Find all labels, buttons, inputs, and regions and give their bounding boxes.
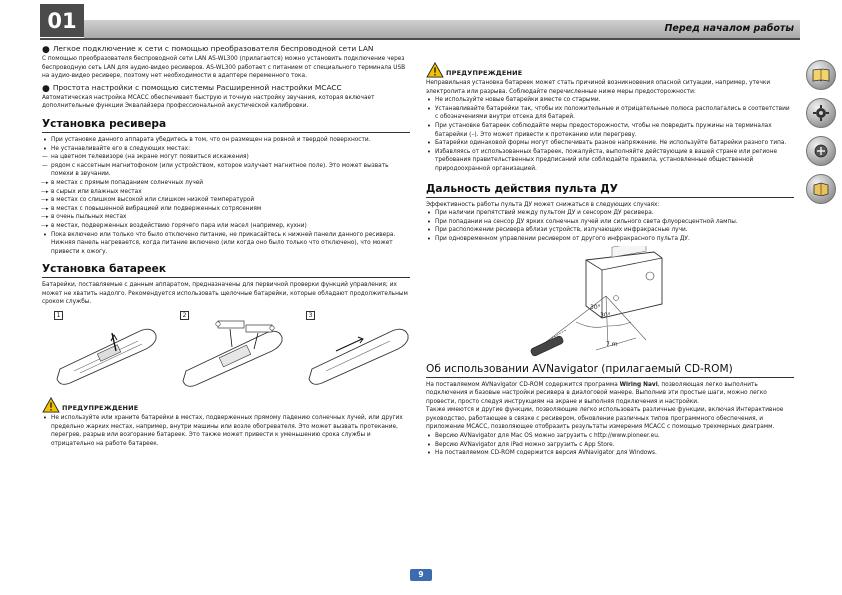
figure-number: 1 xyxy=(54,311,63,320)
lan-feature-title: ● Легкое подключение к сети с помощью преобразователя беспроводной сети LAN xyxy=(42,44,374,55)
mcacc-feature-title: ● Простота настройки с помощью системы Расширенной настройки MCACC xyxy=(42,82,342,94)
figure-number: 3 xyxy=(306,311,315,320)
battery-figure-3 xyxy=(306,311,412,387)
right-warning-list xyxy=(426,96,794,173)
list-item: • Не используйте или храните батарейки в местах, подверженных прямому падению солнечных лучей, или других предельно жарких местах, например, внутри машины или возле обогревателя. Это может вызвать протекание, перегрев, разрыв или возгорание батареек. Это также может привести к уменьшению срока службы и отрицательно на работе батареек. xyxy=(42,414,410,448)
list-item: • При установке батареек соблюдайте меры предосторожности, чтобы не повредить пружины на терминалах батарейки (–). Это может привести к протеканию или перегреву. xyxy=(426,122,794,139)
list-item: • При одновременном управлении ресивером от другого инфракрасного пульта ДУ. xyxy=(426,235,794,244)
list-item: —▸ в сырых или влажных местах xyxy=(42,188,410,197)
battery-figure-1 xyxy=(54,311,160,387)
settings-icon[interactable] xyxy=(806,136,836,166)
right-column xyxy=(426,62,794,458)
install-warning-title xyxy=(426,62,794,78)
header-band xyxy=(84,20,800,38)
warning-label: ПРЕДУПРЕЖДЕНИЕ xyxy=(446,69,523,78)
avnavigator-heading: Об использовании AVNavigator (прилагаемый CD-ROM) xyxy=(426,362,794,378)
range-heading: Дальность действия пульта ДУ xyxy=(426,182,794,198)
list-item: — на цветном телевизоре (на экране могут появиться искажения) xyxy=(42,153,410,162)
batteries-text: Батарейки, поставляемые с данным аппаратом, предназначены для первичной проверки функций управления; их может не хватить надолго. Рекомендуется использовать щелочные батарейки, которые обладают продолжительным сроком службы. xyxy=(42,282,408,306)
chapter-number: 01 xyxy=(40,4,84,37)
list-item: • Батарейки одинаковой формы могут обеспечивать разное напряжение. Не используйте батарейки разного типа. xyxy=(426,139,794,148)
list-item: —▸ в очень пыльных местах xyxy=(42,213,410,222)
list-item: • Версию AVNavigator для iPad можно загрузить с App Store. xyxy=(426,441,794,450)
header-divider xyxy=(40,38,800,40)
left-warning-list xyxy=(42,414,410,448)
list-item: • Версию AVNavigator для Mac OS можно загрузить с http://www.pioneer.eu. xyxy=(426,432,794,441)
list-item: —▸ в местах со слишком высокой или слишком низкой температурой xyxy=(42,196,410,205)
avnavigator-text-a: На поставляемом AVNavigator CD-ROM содержится программа xyxy=(426,381,620,388)
manual-icon[interactable] xyxy=(806,174,836,204)
angle-right-label: 30° xyxy=(600,311,611,319)
remote-closed-illustration xyxy=(306,311,412,387)
install-list xyxy=(42,136,410,256)
list-item: • Избавляясь от использованных батареек, пожалуйста, выполняйте действующие в вашей стране или регионе требования правительственных предписаний или соблюдайте правила, установленные общественной природоохранной организацией. xyxy=(426,148,794,174)
list-item: • При установке данного аппарата убедитесь в том, что он размещен на ровной и твердой поверхности. xyxy=(42,136,410,145)
list-item: • При расположении ресивера вблизи устройств, излучающих инфракрасные лучи. xyxy=(426,226,794,235)
left-column xyxy=(42,44,410,448)
figure-number: 2 xyxy=(180,311,189,320)
avnavigator-text-2: Также имеются и другие функции, позволяющие легко использовать различные функции, включая Интерактивное руководство, работающее в связке с ресивером, обновление различных типов программного обеспечения, и приложение MCACC, позволяющее отобразить результаты измерения MCACC с помощью трехмерных диаграмм. xyxy=(426,407,784,431)
section-title: Перед началом работы xyxy=(664,23,794,34)
book-icon[interactable] xyxy=(806,60,836,90)
angle-left-label: 30° xyxy=(590,303,601,311)
sidebar-icons xyxy=(806,60,838,212)
list-item: • При наличии препятствий между пультом ДУ и сенсором ДУ ресивера. xyxy=(426,209,794,218)
install-heading: Установка ресивера xyxy=(42,117,410,133)
list-item: — рядом с кассетным магнитофоном (или устройством, которое излучает магнитное поле). Это может вызвать помехи в звучании. xyxy=(42,162,410,179)
list-item: —▸ в местах, подверженных воздействию горячего пара или масел (например, кухни) xyxy=(42,222,410,231)
warning-label: ПРЕДУПРЕЖДЕНИЕ xyxy=(62,404,139,413)
remote-open-illustration xyxy=(54,311,160,387)
battery-insert-illustration xyxy=(180,311,286,387)
list-item: • На поставляемом CD-ROM содержится версия AVNavigator для Windows. xyxy=(426,449,794,458)
warning-icon xyxy=(426,62,444,78)
battery-figure-2 xyxy=(180,311,286,387)
list-item: • Не устанавливайте его в следующих местах: xyxy=(42,145,410,154)
batteries-heading: Установка батареек xyxy=(42,262,410,278)
list-item: • Пока включено или только что было отключено питание, не прикасайтесь к нижней панели данного ресивера. Нижняя панель нагревается, когда питание включено (или когда оно было только что отключено), что может привести к ожогу. xyxy=(42,231,410,257)
list-item: • Устанавливайте батарейки так, чтобы их положительные и отрицательные полюса располагались в соответствии с обозначениями внутри отсека для батарей. xyxy=(426,105,794,122)
list-item: • Не используйте новые батарейки вместе со старыми. xyxy=(426,96,794,105)
warning-icon xyxy=(42,397,60,413)
mcacc-feature-title-text: Простота настройки с помощью системы Расширенной настройки MCACC xyxy=(52,82,342,92)
list-item: • При попадании на сенсор ДУ ярких солнечных лучей или сильного света флуоресцентной лампы. xyxy=(426,218,794,227)
mcacc-feature-text: Автоматическая настройка MCACC обеспечивает быструю и точную настройку звучания, которая включает дополнительные функции Эквалайзера профессиональной акустической калибровки. xyxy=(42,94,375,110)
gear-icon[interactable] xyxy=(806,98,836,128)
avnavigator-text-b: , позволяющая легко выполнить подключения и базовые настройки ресивера в диалоговой манере. Выполнив эти простые шаги, можно легко провести, просто следуя инструкциям на экране и выполняя подключения и настройки. xyxy=(426,381,767,405)
warning-intro: Неправильная установка батареек может стать причиной возникновения опасной ситуации, например, утечки электролита или разрыва. Соблюдайте перечисленные ниже меры предосторожности: xyxy=(426,80,771,95)
lan-feature-text: С помощью преобразователя беспроводной сети LAN AS-WL300 (прилагается) можно установить подключение через беспроводную сеть LAN для аудио-видео ресиверов. AS-WL300 работает с питанием от специального терминала USB на аудио-видео ресивере, поэтому нет необходимости в адаптере переменного тока. xyxy=(42,56,406,80)
range-text: Эффективность работы пульта ДУ может снижаться в следующих случаях: xyxy=(426,201,660,208)
battery-figures xyxy=(42,311,410,389)
page-number: 9 xyxy=(410,569,432,581)
distance-label: 7 m xyxy=(606,340,618,348)
lan-feature-title-text: Легкое подключение к сети с помощью преобразователя беспроводной сети LAN xyxy=(52,44,374,53)
wiring-navi-name: Wiring Navi xyxy=(619,381,658,388)
avnavigator-list xyxy=(426,432,794,458)
remote-range-figure xyxy=(426,246,794,358)
range-list xyxy=(426,209,794,243)
avnavigator-text xyxy=(426,381,794,407)
battery-warning-title xyxy=(42,397,410,413)
list-item: —▸ в местах с повышенной вибрацией или подверженных сотрясениям xyxy=(42,205,410,214)
list-item: —▸ в местах с прямым попаданием солнечных лучей xyxy=(42,179,410,188)
